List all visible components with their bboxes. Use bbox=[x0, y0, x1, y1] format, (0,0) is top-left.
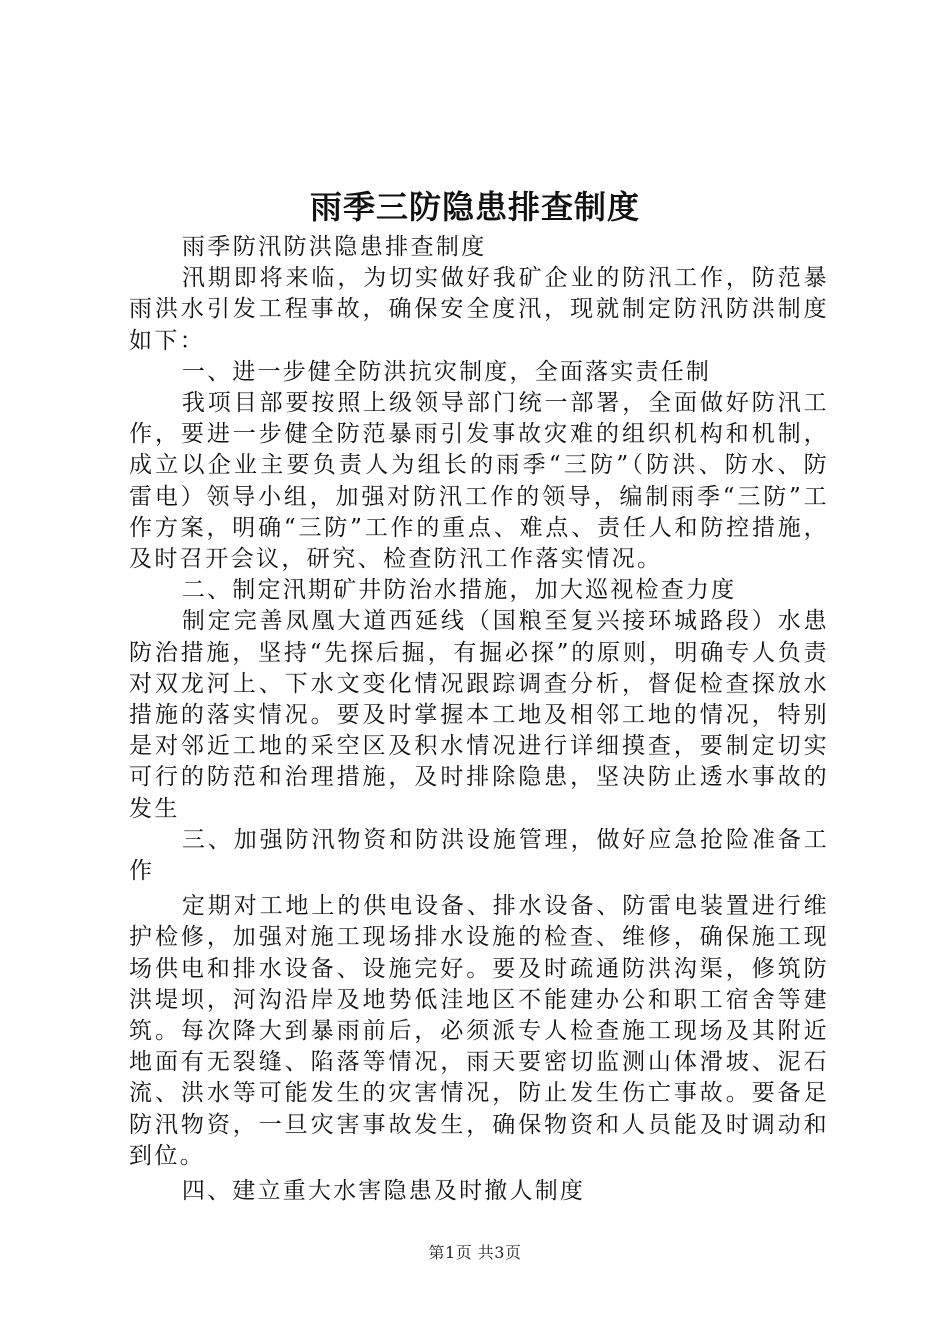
document-body bbox=[129, 232, 829, 1207]
paragraph-subtitle: 雨季防汛防洪隐患排查制度 bbox=[181, 234, 487, 260]
page-number-footer: 第1页 共3页 bbox=[428, 1243, 522, 1262]
paragraph-intro: 汛期即将来临，为切实做好我矿企业的防汛工作，防范暴雨洪水引发工程事故，确保安全度汛，现就制定防汛防洪制度如下： bbox=[129, 265, 829, 354]
paragraph-section-2: 制定完善凤凰大道西延线（国粮至复兴接环城路段）水患防治措施，坚持“先探后掘，有掘必探”的原则，明确专人负责对双龙河上、下水文变化情况跟踪调查分析，督促检查探放水措施的落实情况。要及时掌握本工地及相邻工地的情况，特别是对邻近工地的采空区及积水情况进行详细摸查，要制定切实可行的防范和治理措施，及时排除隐患，坚决防止透水事故的发生 bbox=[129, 608, 829, 822]
paragraph-section-3: 定期对工地上的供电设备、排水设备、防雷电装置进行维护检修，加强对施工现场排水设施的检查、维修，确保施工现场供电和排水设备、设施完好。要及时疏通防洪沟渠，修筑防洪堤坝，河沟沿岸及地势低洼地区不能建办公和职工宿舍等建筑。每次降大到暴雨前后，必须派专人检查施工现场及其附近地面有无裂缝、陷落等情况，雨天要密切监测山体滑坡、泥石流、洪水等可能发生的灾害情况，防止发生伤亡事故。要备足防汛物资，一旦灾害事故发生，确保物资和人员能及时调动和到位。 bbox=[129, 893, 829, 1169]
section-heading-1: 一、进一步健全防洪抗灾制度，全面落实责任制 bbox=[181, 358, 712, 385]
section-heading-2: 二、制定汛期矿井防治水措施，加大巡视检查力度 bbox=[181, 577, 737, 604]
document-title: 雨季三防隐患排查制度 bbox=[309, 188, 640, 226]
paragraph-section-1: 我项目部要按照上级领导部门统一部署，全面做好防汛工作，要进一步健全防范暴雨引发事故灾难的组织机构和机制，成立以企业主要负责人为组长的雨季“三防”（防洪、防水、防雷电）领导小组，加强对防汛工作的领导，编制雨季“三防”工作方案，明确“三防”工作的重点、难点、责任人和防控措施，及时召开会议，研究、检查防汛工作落实情况。 bbox=[129, 390, 829, 573]
section-heading-4: 四、建立重大水害隐患及时撤人制度 bbox=[181, 1178, 586, 1205]
section-heading-3: 三、加强防汛物资和防洪设施管理，做好应急抢险准备工作 bbox=[129, 826, 829, 885]
